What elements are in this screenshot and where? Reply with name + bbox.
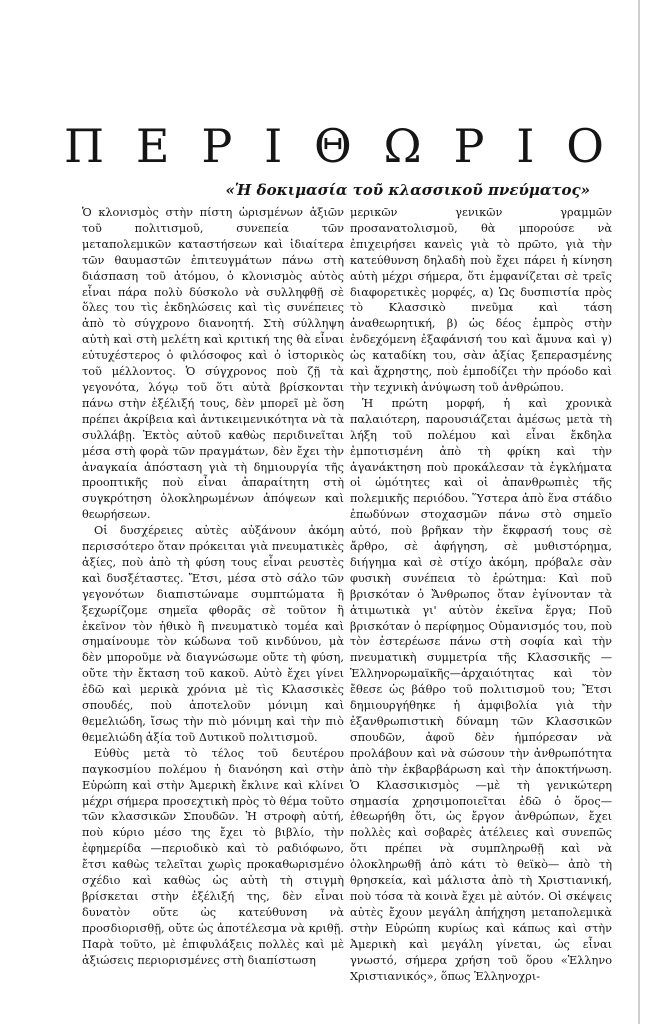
- paragraph: μερικῶν γενικῶν γραμμῶν προσανατολισμοῦ, θὰ μπορούσε νὰ ἐπιχειρήσει κανεὶς γιὰ τὸ πρῶτο, γιὰ τὴν κατεύθυνση δηλαδὴ ποὺ ἔχει πάρει ἡ κίνηση αὐτὴ μέχρι σήμερα, ὅτι ἐμφανίζεται σὲ τρεῖς διαφορετικὲς μορφές, α) Ὡς δυσπιστία πρὸς τὸ Κλασσικὸ πνεῦμα καὶ τάση ἀναθεωρητική, β) ὡς δέος ἐμπρὸς στὴν ἐνδεχόμενη ἐξαφάνισή του καὶ ἄμυνα καὶ γ) ὡς καταδίκη του, σὰν ἀξίας ξεπερασμένης καὶ ἄχρηστης, ποὺ ἐμποδίζει τὴν πρόοδο καὶ τὴν τεχνικὴ ἀνύψωση τοῦ ἀνθρώπου.: [350, 206, 612, 394]
- title-letter: Ε: [135, 119, 170, 173]
- title-letter: Ι: [264, 119, 283, 173]
- page-title: [64, 120, 604, 172]
- paragraph: Οἱ δυσχέρειες αὐτὲς αὐξάνουν ἀκόμη περισσότερο ὅταν πρόκειται γιὰ πνευματικὲς ἀξίες, ποὺ ἀπὸ τὴ φύση τους εἶναι ρευστὲς καὶ δυσξέταστες. Ἔτσι, μέσα στὸ σάλο τῶν γεγονότων διαπιστώναμε συμπτώματα ἢ ξεχωρίζομε σημεῖα φθορᾶς σὲ τοῦτον ἢ ἐκεῖνον τὸν ἠθικὸ ἢ πνευματικὸ τομέα καὶ σημαίνουμε τὸν κώδωνα τοῦ κινδύνου, μὰ δὲν μποροῦμε νὰ διαγνώσωμε οὔτε τὴ φύση, οὔτε τὴν ἔκταση τοῦ κακοῦ. Αὐτὸ ἔχει γίνει ἐδῶ καὶ μερικὰ χρόνια μὲ τὶς Κλασσικὲς σπουδές, ποὺ ἀποτελοῦν μόνιμη καὶ θεμελιώδη, ἴσως τὴν πιὸ μόνιμη καὶ τὴν πιὸ θεμελιώδη ἀξία τοῦ Δυτικοῦ πολιτισμοῦ.: [82, 524, 344, 744]
- article-subtitle: «Ἡ δοκιμασία τοῦ κλασσικοῦ πνεύματος»: [225, 181, 590, 199]
- paragraph: Ἡ πρώτη μορφή, ἡ καὶ χρονικὰ παλαιότερη, παρουσιάζεται ἀμέσως μετὰ τὴ λήξη τοῦ πολέμου καὶ εἶναι ἔκδηλα ἐμποτισμένη ἀπὸ τὴ φρίκη καὶ τὴν ἀγανάκτηση ποὺ προκάλεσαν τὰ ἐγκλήματα οἱ ὠμότητες καὶ οἱ ἀπανθρωπιὲς τῆς πολεμικῆς περιόδου. Ὕστερα ἀπὸ ἕνα στάδιο ἐπωδύνων στοχασμῶν πάνω στὸ σημεῖο αὐτό, ποὺ βρῆκαν τὴν ἔκφρασή τους σὲ ἄρθρο, σὲ ἀφήγηση, σὲ μυθιστόρημα, διήγημα καὶ σὲ στίχο ἀκόμη, πρόβαλε σὰν φυσικὴ συνέπεια τὸ ἐρώτημα: Καὶ ποῦ βρισκόταν ὁ Ἄνθρωπος ὅταν ἐγίνονταν τὰ ἀτιμωτικὰ γι' αὐτὸν ἐκεῖνα ἔργα; Ποῦ βρισκόταν ὁ περίφημος Οὑμανισμός του, ποὺ τὸν ἐστερέωσε πάνω στὴ σοφία καὶ τὴν πνευματικὴ συμμετρία τῆς Κλασσικῆς — Ἑλληνορωμαϊκῆς—ἀρχαιότητας καὶ τὸν ἔθεσε ὡς βάθρο τοῦ πολιτισμοῦ του; Ἔτσι δημιουργήθηκε ἡ ἀμφιβολία γιὰ τὴν ἐξανθρωπιστικὴ δύναμη τῶν Κλασσικῶν σπουδῶν, ἀφοῦ δὲν ἠμπόρεσαν νὰ προλάβουν καὶ νὰ σώσουν τὴν ἀνθρωπότητα ἀπὸ τὴν ἐκβαρβάρωση καὶ τὴν ἀποκτήνωση. Ὁ Κλασσικισμὸς —μὲ τὴ γενικώτερη σημασία χρησιμοποιεῖται ἐδῶ ὁ ὅρος— ἐθεωρήθη ὅτι, ὡς ἔργον ἀνθρώπων, ἔχει πολλὲς καὶ σοβαρὲς ἀτέλειες καὶ συνεπῶς ὅτι πρέπει νὰ συμπληρωθῇ καὶ νὰ ὁλοκληρωθῇ ἀπὸ κάτι τὸ θεϊκὸ— ἀπὸ τὴ θρησκεία, καὶ μάλιστα ἀπὸ τὴ Χριστιανική, ποὺ τόσα τὰ κοινὰ ἔχει μὲ αὐτόν. Οἱ σκέψεις αὐτὲς ἔχουν μεγάλη ἀπήχηση μεταπολεμικὰ στὴν Εὐρώπη κυρίως καὶ κάπως καὶ στὴν Ἀμερικὴ καὶ μεγάλη γίνεται, ὡς εἶναι γνωστό, σήμερα χρήση τοῦ ὅρου «Ἑλληνο Χριστιανικός», ὅπως Ἑλληνοχρι-: [350, 396, 612, 983]
- title-letter: Ω: [383, 119, 422, 173]
- title-letter: Ι: [516, 119, 535, 173]
- paragraph: Ὁ κλονισμὸς στὴν πίστη ὡρισμένων ἀξιῶν τοῦ πολιτισμοῦ, συνεπεία τῶν μεταπολεμικῶν καταστήσεων καὶ ἰδιαίτερα τῶν θαυμαστῶν ἐπιτευγμάτων πάνω στὴ διάσπαση τοῦ ἀτόμου, ὁ κλονισμὸς αὐτὸς εἶναι πάρα πολὺ δύσκολο νὰ συλληφθῇ σὲ ὅλες του τὶς ἐκδηλώσεις καὶ τὶς συνέπειες ἀπὸ τὸ σύγχρονο διανοητή. Στὴ σύλληψη αὐτὴ καὶ στὴ μελέτη καὶ κριτική της θὰ εἶναι εὐτυχέστερος ὁ φιλόσοφος καὶ ὁ ἱστορικὸς τοῦ μέλλοντος. Ὁ σύγχρονος ποὺ ζῇ τὰ γεγονότα, λόγῳ τοῦ ὅτι αὐτὰ βρίσκονται πάνω στὴν ἐξέλιξή τους, δὲν μπορεῖ μὲ ὅση πρέπει ἀκρίβεια καὶ ἀντικειμενικότητα νὰ τὰ συλλάβῃ. Ἐκτὸς αὐτοῦ καθὼς περιδινεῖται μέσα στὴ φορὰ τῶν πραγμάτων, δὲν ἔχει τὴν ἀναγκαία ἀπόσταση γιὰ τὴ δημιουργία τῆς προοπτικῆς ποὺ εἶναι ἀπαραίτητη στὴ συγκρότηση ὁλοκληρωμένων ἀπόψεων καὶ θεωρήσεων.: [82, 206, 344, 522]
- title-letter: Ρ: [201, 119, 233, 173]
- paragraph: Εὐθὺς μετὰ τὸ τέλος τοῦ δευτέρου παγκοσμίου πολέμου ἡ διανόηση καὶ στὴν Εὐρώπη καὶ στὴν Ἀμερικὴ ἔκλινε καὶ κλίνει μέχρι σήμερα προσεχτικὴ πρὸς τὸ θέμα τοῦτο τῶν κλασσικῶν Σπουδῶν. Ἡ στροφὴ αὐτή, ποὺ κύριο μέσο της ἔχει τὸ βιβλίο, τὴν ἐφημερίδα —περιοδικὸ καὶ τὸ ραδιόφωνο, ἔτσι καθὼς τελεῖται χωρὶς προκαθωρισμένο σχέδιο καὶ καθὼς ὡς αὐτὴ τὴ στιγμὴ βρίσκεται στὴν ἐξέλιξή της, δὲν εἶναι δυνατὸν οὔτε ὡς κατεύθυνση νὰ προσδιορισθῇ, οὔτε ὡς ἀποτέλεσμα νὰ κριθῇ. Παρὰ τοῦτο, μὲ ἐπιφυλάξεις πολλὲς καὶ μὲ ἀξιώσεις περιορισμένες στὴ διαπίστωση: [82, 746, 344, 967]
- title-letter: Ο: [566, 119, 604, 173]
- title-letter: Θ: [314, 119, 352, 173]
- right-text-column: [350, 205, 612, 984]
- page-edge-line: [638, 0, 640, 1024]
- title-letter: Ρ: [453, 119, 485, 173]
- title-letter: Π: [64, 119, 105, 173]
- left-text-column: [82, 205, 344, 969]
